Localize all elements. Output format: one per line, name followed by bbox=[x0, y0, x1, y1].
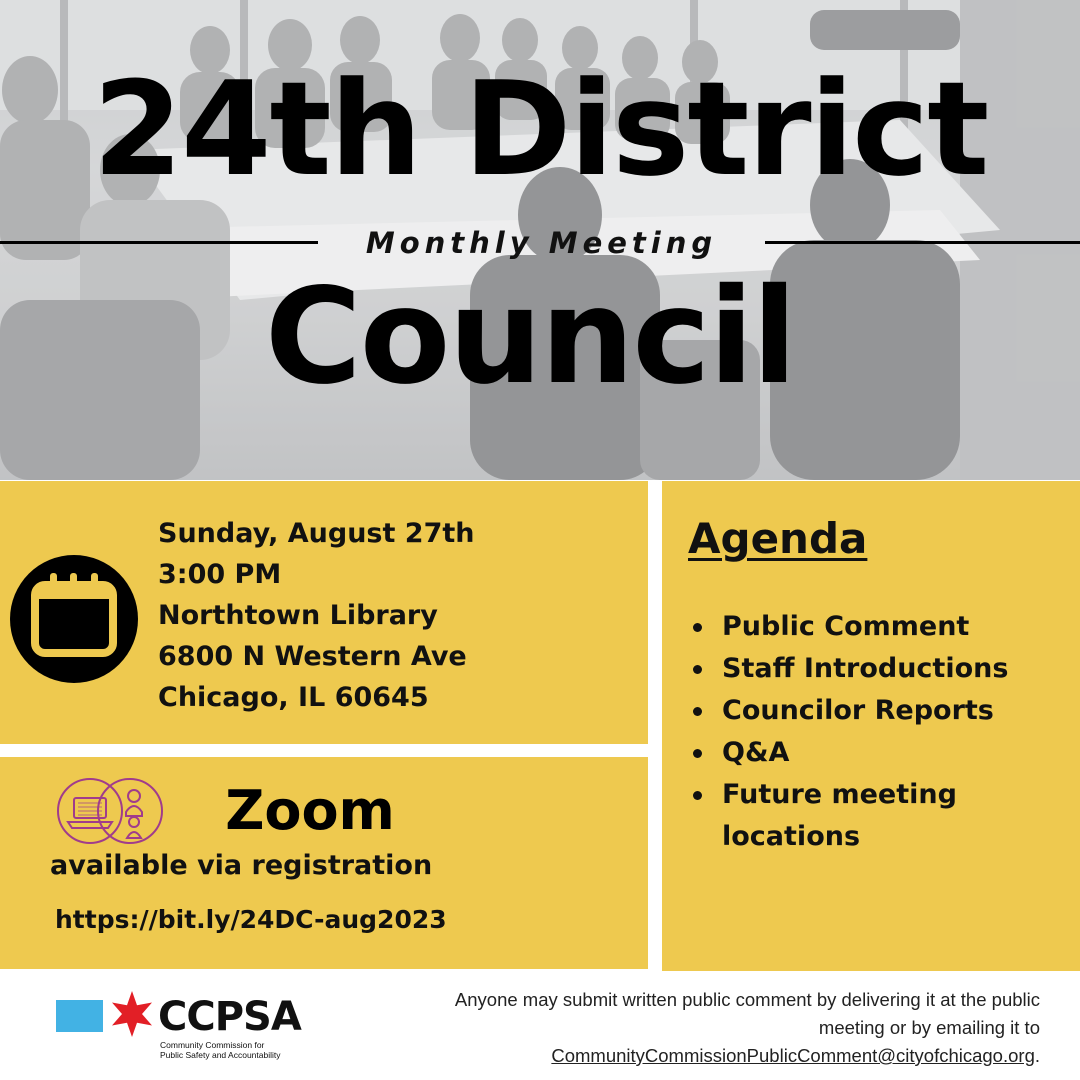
laptop-and-people-icon bbox=[50, 776, 168, 846]
agenda-item-label: Q&A bbox=[722, 737, 790, 768]
bullet-icon bbox=[693, 665, 702, 674]
event-details bbox=[158, 513, 475, 718]
agenda-item bbox=[690, 690, 1070, 732]
agenda-item bbox=[690, 648, 1070, 690]
logo-subtitle-line-2: Public Safety and Accountability bbox=[160, 1050, 281, 1060]
agenda-item bbox=[690, 606, 1070, 648]
zoom-title: Zoom bbox=[225, 779, 395, 842]
agenda-item bbox=[690, 732, 1070, 774]
zoom-subtitle: available via registration bbox=[50, 850, 433, 881]
divider-right bbox=[765, 241, 1080, 244]
logo-subtitle bbox=[160, 1040, 320, 1060]
title-line-2: Council bbox=[264, 260, 796, 414]
bullet-icon bbox=[693, 623, 702, 632]
calendar-icon bbox=[10, 555, 138, 683]
logo-wordmark: CCPSA bbox=[158, 994, 301, 1040]
event-date: Sunday, August 27th bbox=[158, 518, 475, 549]
subtitle: Monthly Meeting bbox=[365, 226, 718, 260]
notice-text: Anyone may submit written public comment by delivering it at the public meeting or by emailing it to bbox=[454, 989, 1040, 1038]
logo-subtitle-line-1: Community Commission for bbox=[160, 1040, 265, 1050]
flag-stripe-icon bbox=[56, 1000, 103, 1032]
agenda-item-label: Public Comment bbox=[722, 611, 970, 642]
agenda-item-label: Future meeting locations bbox=[722, 779, 957, 852]
agenda-title: Agenda bbox=[688, 514, 868, 563]
title-line-1: 24th District bbox=[92, 53, 988, 205]
agenda-item bbox=[690, 774, 1070, 858]
zoom-registration-link[interactable]: https://bit.ly/24DC-aug2023 bbox=[55, 905, 447, 934]
agenda-item-label: Staff Introductions bbox=[722, 653, 1009, 684]
divider-left bbox=[0, 241, 318, 244]
event-venue: Northtown Library bbox=[158, 600, 438, 631]
comment-email-link[interactable]: CommunityCommissionPublicComment@cityofchicago.org bbox=[551, 1045, 1035, 1066]
event-street: 6800 N Western Ave bbox=[158, 641, 467, 672]
event-time: 3:00 PM bbox=[158, 559, 282, 590]
ccpsa-logo bbox=[56, 990, 316, 1070]
bullet-icon bbox=[693, 707, 702, 716]
event-city: Chicago, IL 60645 bbox=[158, 682, 429, 713]
agenda-item-label: Councilor Reports bbox=[722, 695, 994, 726]
hero-photo-banner bbox=[0, 0, 1080, 480]
bullet-icon bbox=[693, 749, 702, 758]
six-point-star-icon bbox=[108, 990, 156, 1038]
public-comment-notice bbox=[390, 986, 1040, 1070]
notice-end: . bbox=[1034, 1045, 1040, 1066]
agenda-list bbox=[690, 606, 1070, 858]
bullet-icon bbox=[693, 791, 702, 800]
